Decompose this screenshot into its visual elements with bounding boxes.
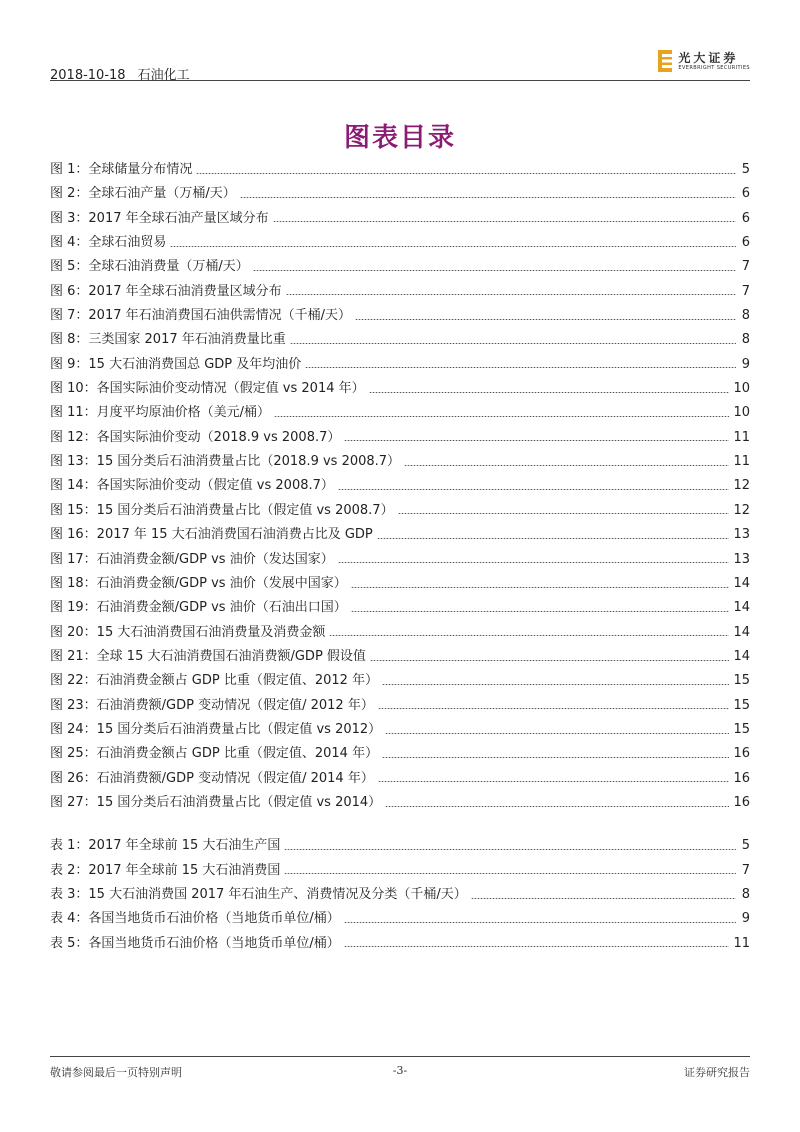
toc-entry-label: 图 5：全球石油消费量（万桶/天） [50, 259, 249, 275]
table-entry[interactable] [50, 859, 750, 883]
dot-leader [378, 708, 730, 709]
figure-entry[interactable] [50, 280, 750, 304]
toc-entry-label: 图 7：2017 年石油消费国石油供需情况（千桶/天） [50, 308, 351, 324]
dot-leader [284, 873, 736, 874]
toc-entry-page: 14 [733, 648, 750, 664]
dot-leader [196, 173, 736, 174]
toc-entry-label: 图 17：石油消费金额/GDP vs 油价（发达国家） [50, 551, 334, 567]
toc-entry-label: 图 22：石油消费金额占 GDP 比重（假定值、2012 年） [50, 673, 379, 689]
dot-leader [344, 946, 730, 947]
figure-entry[interactable] [50, 572, 750, 596]
figure-entry[interactable] [50, 694, 750, 718]
dot-leader [471, 898, 736, 899]
header-meta [50, 64, 190, 83]
figure-entry[interactable] [50, 450, 750, 474]
figure-entry[interactable] [50, 523, 750, 547]
figure-entry[interactable] [50, 401, 750, 425]
dot-leader [290, 343, 736, 344]
toc-entry-page: 8 [741, 332, 750, 348]
dot-leader [382, 684, 729, 685]
page-title: 图表目录 [343, 123, 456, 153]
toc-entry-label: 图 27：15 国分类后石油消费量占比（假定值 vs 2014） [50, 794, 382, 810]
toc-entry-label: 图 16：2017 年 15 大石油消费国石油消费占比及 GDP [50, 527, 373, 543]
report-category: 石油化工 [137, 68, 190, 83]
toc-entry-page: 7 [741, 862, 750, 878]
toc-entry-page: 11 [733, 935, 750, 951]
toc-entry-page: 12 [733, 478, 750, 494]
toc-entry-page: 7 [741, 259, 750, 275]
toc-entry-label: 图 18：石油消费金额/GDP vs 油价（发展中国家） [50, 575, 347, 591]
toc-entry-page: 11 [733, 429, 750, 445]
dot-leader [398, 513, 730, 514]
logo-name-cn: 光大证券 [678, 50, 739, 65]
figure-entry[interactable] [50, 474, 750, 498]
figure-entry[interactable] [50, 791, 750, 815]
dot-leader [351, 611, 730, 612]
dot-leader [355, 319, 736, 320]
toc-entry-page: 7 [741, 283, 750, 299]
figure-entry[interactable] [50, 377, 750, 401]
toc-entry-page: 5 [741, 162, 750, 177]
figure-entry[interactable] [50, 158, 750, 182]
figure-entry[interactable] [50, 304, 750, 328]
toc-entry-label: 表 1：2017 年全球前 15 大石油生产国 [50, 838, 281, 854]
toc-entry-label: 图 19：石油消费金额/GDP vs 油价（石油出口国） [50, 600, 347, 616]
dot-leader [344, 440, 729, 441]
dot-leader [344, 922, 736, 923]
toc-entry-page: 13 [733, 527, 750, 543]
dot-leader [329, 635, 729, 636]
toc-entry-label: 图 26：石油消费额/GDP 变动情况（假定值/ 2014 年） [50, 770, 374, 786]
toc-entry-page: 6 [741, 235, 750, 251]
toc-entry-page: 6 [741, 210, 750, 226]
report-date: 2018-10-18 [50, 68, 126, 83]
figure-entry[interactable] [50, 328, 750, 352]
page-number: -3- [392, 1064, 408, 1077]
figure-entry[interactable] [50, 596, 750, 620]
page-header [50, 46, 750, 81]
toc-entry-label: 表 4：各国当地货币石油价格（当地货币单位/桶） [50, 911, 340, 927]
toc-entry-label: 图 4：全球石油贸易 [50, 235, 167, 251]
toc-entry-page: 13 [733, 551, 750, 567]
figure-entry[interactable] [50, 426, 750, 450]
dot-leader [170, 246, 736, 247]
toc-entry-page: 9 [741, 356, 750, 372]
figure-entry[interactable] [50, 207, 750, 231]
table-entry[interactable] [50, 834, 750, 858]
toc-entry-label: 图 2：全球石油产量（万桶/天） [50, 186, 236, 202]
dot-leader [351, 587, 730, 588]
toc-entry-label: 图 9：15 大石油消费国总 GDP 及年均油价 [50, 356, 302, 372]
toc-entry-label: 表 5：各国当地货币石油价格（当地货币单位/桶） [50, 935, 340, 951]
toc-entry-label: 图 8：三类国家 2017 年石油消费量比重 [50, 332, 286, 348]
toc-list [50, 158, 750, 956]
figure-entry[interactable] [50, 718, 750, 742]
toc-entry-label: 图 12：各国实际油价变动（2018.9 vs 2008.7） [50, 429, 341, 445]
dot-leader [273, 221, 736, 222]
company-logo [658, 50, 750, 72]
dot-leader [338, 489, 730, 490]
toc-entry-label: 图 14：各国实际油价变动（假定值 vs 2008.7） [50, 478, 334, 494]
toc-entry-page: 5 [741, 838, 750, 854]
dot-leader [240, 197, 736, 198]
toc-entry-label: 图 6：2017 年全球石油消费量区域分布 [50, 283, 282, 299]
footer-doc-type: 证券研究报告 [684, 1066, 750, 1079]
figure-entry[interactable] [50, 182, 750, 206]
dot-leader [404, 465, 729, 466]
toc-entry-page: 15 [733, 721, 750, 737]
figure-entry[interactable] [50, 621, 750, 645]
toc-entry-label: 图 10：各国实际油价变动情况（假定值 vs 2014 年） [50, 381, 365, 397]
dot-leader [377, 538, 730, 539]
toc-entry-page: 9 [741, 911, 750, 927]
toc-entry-page: 8 [741, 886, 750, 902]
toc-entry-page: 15 [733, 673, 750, 689]
toc-entry-label: 图 15：15 国分类后石油消费量占比（假定值 vs 2008.7） [50, 502, 394, 518]
figure-entry[interactable] [50, 255, 750, 279]
toc-entry-page: 11 [733, 454, 750, 470]
table-entry[interactable] [50, 883, 750, 907]
figure-entry[interactable] [50, 231, 750, 255]
toc-entry-page: 16 [733, 794, 750, 810]
table-entry[interactable] [50, 932, 750, 956]
dot-leader [369, 392, 730, 393]
table-list [50, 834, 750, 956]
toc-entry-page: 14 [733, 575, 750, 591]
toc-entry-label: 图 1：全球储量分布情况 [50, 162, 193, 177]
footer-disclaimer: 敬请参阅最后一页特别声明 [50, 1066, 182, 1079]
toc-entry-label: 图 3：2017 年全球石油产量区域分布 [50, 210, 269, 226]
toc-entry-label: 图 24：15 国分类后石油消费量占比（假定值 vs 2012） [50, 721, 382, 737]
dot-leader [338, 562, 730, 563]
figure-entry[interactable] [50, 669, 750, 693]
toc-entry-label: 图 11：月度平均原油价格（美元/桶） [50, 405, 271, 421]
toc-entry-page: 14 [733, 600, 750, 616]
toc-entry-page: 10 [733, 405, 750, 421]
toc-entry-label: 图 21：全球 15 大石油消费国石油消费额/GDP 假设值 [50, 648, 366, 664]
dot-leader [305, 367, 736, 368]
toc-entry-label: 图 25：石油消费金额占 GDP 比重（假定值、2014 年） [50, 746, 379, 762]
dot-leader [286, 294, 736, 295]
page-footer [50, 1056, 750, 1079]
figure-entry[interactable] [50, 353, 750, 377]
figure-entry[interactable] [50, 499, 750, 523]
toc-entry-label: 图 23：石油消费额/GDP 变动情况（假定值/ 2012 年） [50, 697, 374, 713]
dot-leader [382, 757, 729, 758]
toc-entry-page: 8 [741, 308, 750, 324]
toc-entry-label: 表 3：15 大石油消费国 2017 年石油生产、消费情况及分类（千桶/天） [50, 886, 467, 902]
figure-entry[interactable] [50, 742, 750, 766]
dot-leader [385, 806, 729, 807]
figure-entry[interactable] [50, 548, 750, 572]
toc-entry-page: 6 [741, 186, 750, 202]
logo-name-en: EVERBRIGHT SECURITIES [678, 64, 750, 71]
table-entry[interactable] [50, 907, 750, 931]
toc-entry-page: 15 [733, 697, 750, 713]
toc-entry-label: 表 2：2017 年全球前 15 大石油消费国 [50, 862, 281, 878]
dot-leader [370, 660, 730, 661]
toc-entry-page: 14 [733, 624, 750, 640]
dot-leader [253, 270, 736, 271]
list-gap [50, 815, 750, 834]
dot-leader [284, 849, 736, 850]
dot-leader [274, 416, 729, 417]
toc-entry-page: 10 [733, 381, 750, 397]
everbright-logo-icon [658, 50, 672, 72]
toc-entry-label: 图 20：15 大石油消费国石油消费量及消费金额 [50, 624, 326, 640]
toc-entry-page: 16 [733, 746, 750, 762]
dot-leader [378, 781, 730, 782]
figure-list [50, 158, 750, 815]
toc-entry-label: 图 13：15 国分类后石油消费量占比（2018.9 vs 2008.7） [50, 454, 401, 470]
toc-entry-page: 12 [733, 502, 750, 518]
toc-entry-page: 16 [733, 770, 750, 786]
dot-leader [385, 733, 729, 734]
figure-entry[interactable] [50, 767, 750, 791]
figure-entry[interactable] [50, 645, 750, 669]
